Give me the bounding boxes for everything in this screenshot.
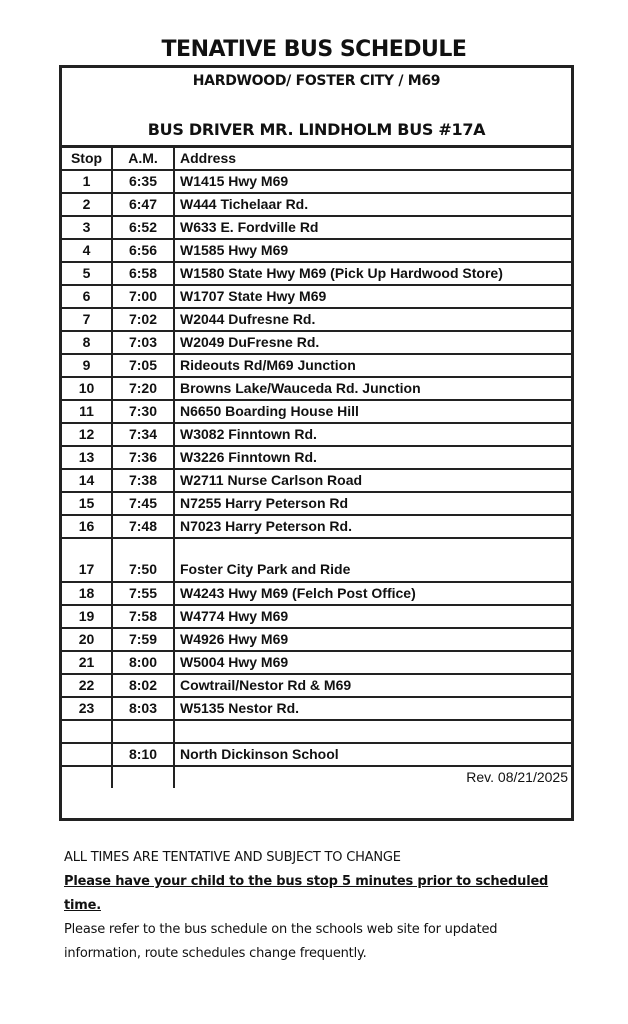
schedule-table [62, 145, 571, 788]
table-row [62, 515, 571, 538]
column-header-address: Address [174, 147, 571, 171]
table-row [62, 492, 571, 515]
address-cell: Foster City Park and Ride [174, 538, 571, 582]
table-row [62, 766, 571, 788]
table-row [62, 377, 571, 400]
table-row [62, 331, 571, 354]
time-cell: 8:03 [112, 697, 174, 720]
address-cell: W1585 Hwy M69 [174, 239, 571, 262]
stop-cell: 8 [62, 331, 112, 354]
time-cell: 7:36 [112, 446, 174, 469]
route-heading: HARDWOOD/ FOSTER CITY / M69 [192, 73, 441, 89]
table-row [62, 446, 571, 469]
time-cell: 7:45 [112, 492, 174, 515]
stop-cell: 20 [62, 628, 112, 651]
notes-line-refer: Please refer to the bus schedule on the schools web site for updated [64, 922, 498, 937]
stop-cell: 3 [62, 216, 112, 239]
time-cell: 7:55 [112, 582, 174, 605]
address-cell: N6650 Boarding House Hill [174, 400, 571, 423]
table-row [62, 262, 571, 285]
address-cell: W4774 Hwy M69 [174, 605, 571, 628]
table-row [62, 720, 571, 743]
table-row [62, 423, 571, 446]
stop-cell: 22 [62, 674, 112, 697]
address-cell: Rideouts Rd/M69 Junction [174, 354, 571, 377]
page-title: TENATIVE BUS SCHEDULE [161, 37, 467, 62]
address-cell: Cowtrail/Nestor Rd & M69 [174, 674, 571, 697]
address-cell: W633 E. Fordville Rd [174, 216, 571, 239]
time-cell: 7:38 [112, 469, 174, 492]
address-cell: Browns Lake/Wauceda Rd. Junction [174, 377, 571, 400]
address-cell: W3226 Finntown Rd. [174, 446, 571, 469]
address-cell: W3082 Finntown Rd. [174, 423, 571, 446]
stop-cell: 9 [62, 354, 112, 377]
time-cell: 7:20 [112, 377, 174, 400]
address-cell: W2044 Dufresne Rd. [174, 308, 571, 331]
stop-cell: 7 [62, 308, 112, 331]
address-cell [174, 720, 571, 743]
table-row [62, 239, 571, 262]
time-cell: 7:59 [112, 628, 174, 651]
stop-cell: 14 [62, 469, 112, 492]
notes-line-info: information, route schedules change frequently. [64, 946, 367, 961]
address-cell: W4926 Hwy M69 [174, 628, 571, 651]
stop-cell [62, 743, 112, 766]
time-cell: 6:58 [112, 262, 174, 285]
time-cell: 7:50 [112, 538, 174, 582]
address-cell: W4243 Hwy M69 (Felch Post Office) [174, 582, 571, 605]
stop-cell: 1 [62, 170, 112, 193]
table-row [62, 354, 571, 377]
column-header-stop: Stop [62, 147, 112, 171]
table-row [62, 538, 571, 582]
notes-section [64, 846, 584, 966]
address-cell: W444 Tichelaar Rd. [174, 193, 571, 216]
stop-cell: 2 [62, 193, 112, 216]
stop-cell: 4 [62, 239, 112, 262]
address-cell: N7255 Harry Peterson Rd [174, 492, 571, 515]
time-cell: 7:00 [112, 285, 174, 308]
table-row [62, 628, 571, 651]
time-cell: 7:03 [112, 331, 174, 354]
stop-cell: 5 [62, 262, 112, 285]
time-cell: 6:56 [112, 239, 174, 262]
notes-line-tentative: ALL TIMES ARE TENTATIVE AND SUBJECT TO CHANGE [64, 850, 401, 865]
stop-cell: 6 [62, 285, 112, 308]
address-cell: W1415 Hwy M69 [174, 170, 571, 193]
stop-cell: 18 [62, 582, 112, 605]
table-row [62, 170, 571, 193]
schedule-frame [59, 65, 574, 821]
address-cell: W1707 State Hwy M69 [174, 285, 571, 308]
time-cell: 7:30 [112, 400, 174, 423]
table-header-row [62, 147, 571, 171]
time-cell: 7:34 [112, 423, 174, 446]
table-row [62, 469, 571, 492]
stop-cell: 11 [62, 400, 112, 423]
address-cell: W1580 State Hwy M69 (Pick Up Hardwood Store) [174, 262, 571, 285]
stop-cell: 19 [62, 605, 112, 628]
time-cell: 7:05 [112, 354, 174, 377]
table-row [62, 651, 571, 674]
revision-date: Rev. 08/21/2025 [174, 766, 571, 788]
address-cell: W2049 DuFresne Rd. [174, 331, 571, 354]
table-row [62, 400, 571, 423]
table-row [62, 674, 571, 697]
time-cell [112, 720, 174, 743]
address-cell: North Dickinson School [174, 743, 571, 766]
address-cell: W2711 Nurse Carlson Road [174, 469, 571, 492]
table-row [62, 193, 571, 216]
time-cell: 7:58 [112, 605, 174, 628]
table-row [62, 308, 571, 331]
address-cell: W5004 Hwy M69 [174, 651, 571, 674]
stop-cell: 10 [62, 377, 112, 400]
table-row [62, 216, 571, 239]
table-row [62, 743, 571, 766]
stop-cell [62, 766, 112, 788]
column-header-time: A.M. [112, 147, 174, 171]
time-cell: 6:47 [112, 193, 174, 216]
table-row [62, 582, 571, 605]
time-cell: 7:02 [112, 308, 174, 331]
address-cell: W5135 Nestor Rd. [174, 697, 571, 720]
stop-cell [62, 720, 112, 743]
table-row [62, 605, 571, 628]
time-cell: 8:00 [112, 651, 174, 674]
time-cell [112, 766, 174, 788]
table-row [62, 697, 571, 720]
stop-cell: 12 [62, 423, 112, 446]
time-cell: 8:02 [112, 674, 174, 697]
notes-line-arrival: Please have your child to the bus stop 5 minutes prior to scheduled time. [64, 874, 549, 913]
address-cell: N7023 Harry Peterson Rd. [174, 515, 571, 538]
stop-cell: 17 [62, 538, 112, 582]
stop-cell: 23 [62, 697, 112, 720]
stop-cell: 21 [62, 651, 112, 674]
stop-cell: 15 [62, 492, 112, 515]
stop-cell: 16 [62, 515, 112, 538]
time-cell: 6:35 [112, 170, 174, 193]
stop-cell: 13 [62, 446, 112, 469]
time-cell: 6:52 [112, 216, 174, 239]
time-cell: 8:10 [112, 743, 174, 766]
table-row [62, 285, 571, 308]
time-cell: 7:48 [112, 515, 174, 538]
driver-heading: BUS DRIVER MR. LINDHOLM BUS #17A [147, 120, 486, 139]
